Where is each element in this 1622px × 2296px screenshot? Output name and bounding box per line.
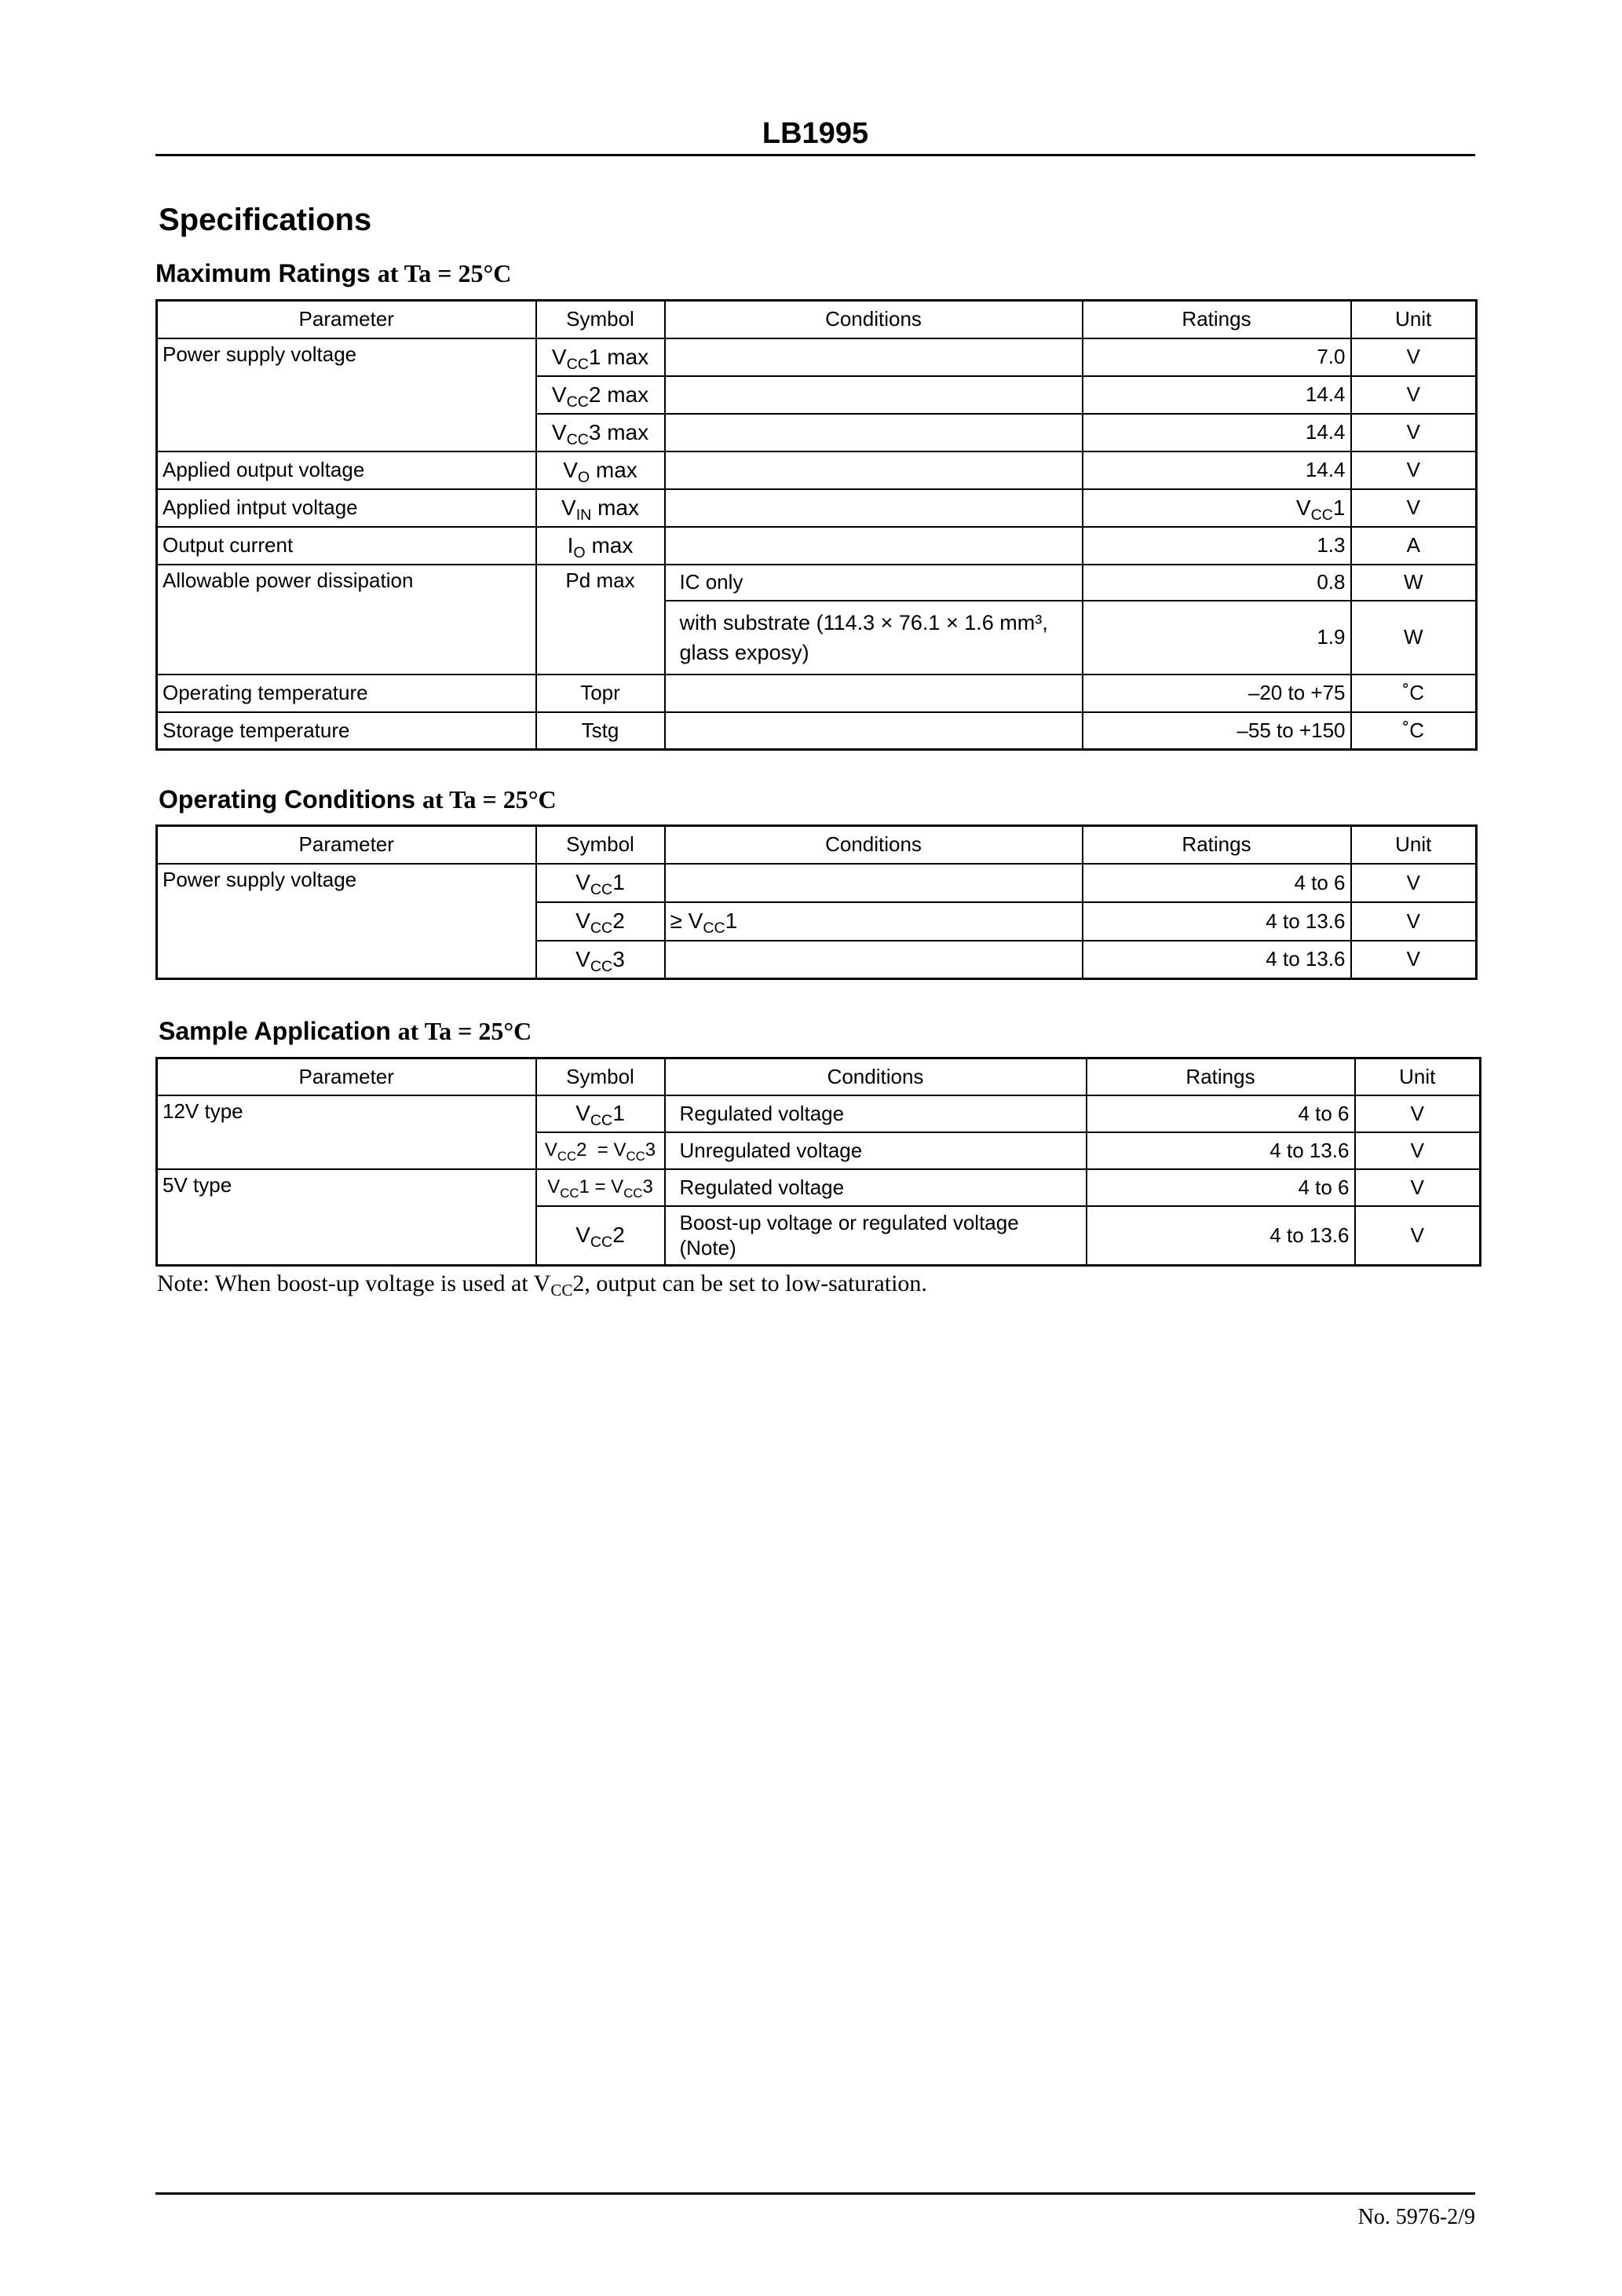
conditions-cell: with substrate (114.3 × 76.1 × 1.6 mm³, glass exposy) [665, 601, 1083, 675]
rating-cell: 1.9 [1083, 601, 1351, 675]
conditions-cell [665, 489, 1083, 527]
table-header-row [157, 301, 1477, 338]
symbol-cell: $V_{CC}2 = V_{CC}3$ [536, 1132, 665, 1169]
table-row [157, 712, 1477, 750]
parameter-cell: Storage temperature [157, 712, 536, 750]
column-header: Unit [1351, 826, 1477, 864]
conditions-cell [665, 452, 1083, 489]
operating-conditions-title [159, 785, 557, 814]
symbol-cell: Tstg [536, 712, 665, 750]
sample-application-title [159, 1017, 532, 1046]
max-ratings-table [155, 299, 1478, 751]
column-header: Symbol [536, 1058, 665, 1095]
unit-cell: ˚C [1351, 712, 1477, 750]
rating-cell: 14.4 [1083, 414, 1351, 452]
unit-cell: W [1351, 601, 1477, 675]
symbol-cell: $V_{CC}2$ [536, 902, 665, 941]
parameter-cell: Allowable power dissipation [157, 565, 536, 675]
column-header: Unit [1355, 1058, 1481, 1095]
rating-cell: 4 to 13.6 [1083, 902, 1351, 941]
max-ratings-heading: Maximum Ratings [155, 259, 371, 287]
table-header-row [157, 826, 1477, 864]
rating-cell: 4 to 13.6 [1087, 1206, 1355, 1266]
unit-cell: V [1355, 1132, 1481, 1169]
unit-cell: V [1351, 414, 1477, 452]
parameter-cell: 12V type [157, 1095, 536, 1169]
operating-conditions-table [155, 824, 1478, 980]
symbol-cell: $V_{CC}2$ max [536, 376, 665, 414]
table-row [157, 1169, 1481, 1206]
page-number: No. 5976-2/9 [1357, 2205, 1475, 2229]
unit-cell: A [1351, 527, 1477, 565]
column-header: Ratings [1083, 826, 1351, 864]
rating-cell: 14.4 [1083, 452, 1351, 489]
symbol-cell: $V_{CC}2$ [536, 1206, 665, 1266]
parameter-cell: Power supply voltage [157, 338, 536, 452]
operating-conditions-condition: at Ta = 25°C [422, 785, 557, 813]
unit-cell: V [1351, 376, 1477, 414]
column-header: Parameter [157, 1058, 536, 1095]
rating-cell: –55 to +150 [1083, 712, 1351, 750]
conditions-cell [665, 414, 1083, 452]
symbol-cell: $V_{IN}$ max [536, 489, 665, 527]
conditions-cell [665, 675, 1083, 712]
operating-conditions-heading: Operating Conditions [159, 785, 416, 813]
column-header: Conditions [665, 1058, 1087, 1095]
unit-cell: V [1351, 864, 1477, 902]
table-row [157, 338, 1477, 376]
column-header: Parameter [157, 301, 536, 338]
unit-cell: V [1355, 1169, 1481, 1206]
conditions-cell [665, 941, 1083, 979]
column-header: Unit [1351, 301, 1477, 338]
rating-cell: 4 to 6 [1083, 864, 1351, 902]
unit-cell: V [1351, 941, 1477, 979]
part-number: LB1995 [762, 117, 869, 150]
column-header: Parameter [157, 826, 536, 864]
conditions-cell: Regulated voltage [665, 1095, 1087, 1132]
symbol-cell: $V_{CC}3$ [536, 941, 665, 979]
unit-cell: V [1351, 489, 1477, 527]
conditions-cell: Unregulated voltage [665, 1132, 1087, 1169]
column-header: Conditions [665, 301, 1083, 338]
parameter-cell: Power supply voltage [157, 864, 536, 979]
table-row [157, 565, 1477, 601]
column-header: Ratings [1083, 301, 1351, 338]
unit-cell: V [1351, 452, 1477, 489]
conditions-cell [665, 376, 1083, 414]
symbol-cell: Pd max [536, 565, 665, 675]
rating-cell: $V_{CC}1$ [1083, 489, 1351, 527]
symbol-cell: $V_{CC}1$ [536, 1095, 665, 1132]
footer-rule [155, 2192, 1475, 2195]
table-row [157, 527, 1477, 565]
column-header: Symbol [536, 826, 665, 864]
unit-cell: V [1355, 1095, 1481, 1132]
symbol-cell: $V_{CC}3$ max [536, 414, 665, 452]
conditions-cell: Boost-up voltage or regulated voltage (Note) [665, 1206, 1087, 1266]
rating-cell: 0.8 [1083, 565, 1351, 601]
parameter-cell: Operating temperature [157, 675, 536, 712]
column-header: Symbol [536, 301, 665, 338]
unit-cell: V [1351, 338, 1477, 376]
symbol-cell: $V_O$ max [536, 452, 665, 489]
unit-cell: W [1351, 565, 1477, 601]
conditions-cell [665, 527, 1083, 565]
parameter-cell: 5V type [157, 1169, 536, 1266]
conditions-cell [665, 338, 1083, 376]
conditions-cell [665, 864, 1083, 902]
rating-cell: 1.3 [1083, 527, 1351, 565]
rating-cell: 4 to 13.6 [1083, 941, 1351, 979]
rating-cell: 4 to 13.6 [1087, 1132, 1355, 1169]
sample-application-heading: Sample Application [159, 1017, 391, 1045]
column-header: Conditions [665, 826, 1083, 864]
conditions-cell: Regulated voltage [665, 1169, 1087, 1206]
sample-application-table [155, 1057, 1481, 1267]
symbol-cell: Topr [536, 675, 665, 712]
table-header-row [157, 1058, 1481, 1095]
table-row [157, 489, 1477, 527]
parameter-cell: Applied output voltage [157, 452, 536, 489]
parameter-cell: Output current [157, 527, 536, 565]
table-row [157, 675, 1477, 712]
table-row [157, 1095, 1481, 1132]
conditions-cell: ≥ $V_{CC}1$ [665, 902, 1083, 941]
table-row [157, 864, 1477, 902]
conditions-cell: IC only [665, 565, 1083, 601]
rating-cell: 4 to 6 [1087, 1095, 1355, 1132]
unit-cell: V [1351, 902, 1477, 941]
max-ratings-condition: at Ta = 25°C [377, 259, 512, 287]
rating-cell: 4 to 6 [1087, 1169, 1355, 1206]
symbol-cell: $V_{CC}1$ [536, 864, 665, 902]
unit-cell: V [1355, 1206, 1481, 1266]
symbol-cell: $V_{CC}1 = V_{CC}3$ [536, 1169, 665, 1206]
unit-cell: ˚C [1351, 675, 1477, 712]
symbol-cell: $V_{CC}1$ max [536, 338, 665, 376]
table-row [157, 452, 1477, 489]
max-ratings-title [155, 259, 511, 288]
section-title: Specifications [159, 203, 372, 237]
column-header: Ratings [1087, 1058, 1355, 1095]
footnote: Note: When boost-up voltage is used at $V_{CC}2$, output can be set to low-saturation. [157, 1270, 927, 1300]
symbol-cell: $I_O$ max [536, 527, 665, 565]
page-header [155, 118, 1475, 156]
conditions-cell [665, 712, 1083, 750]
rating-cell: 7.0 [1083, 338, 1351, 376]
rating-cell: –20 to +75 [1083, 675, 1351, 712]
rating-cell: 14.4 [1083, 376, 1351, 414]
sample-application-condition: at Ta = 25°C [397, 1017, 532, 1045]
parameter-cell: Applied intput voltage [157, 489, 536, 527]
